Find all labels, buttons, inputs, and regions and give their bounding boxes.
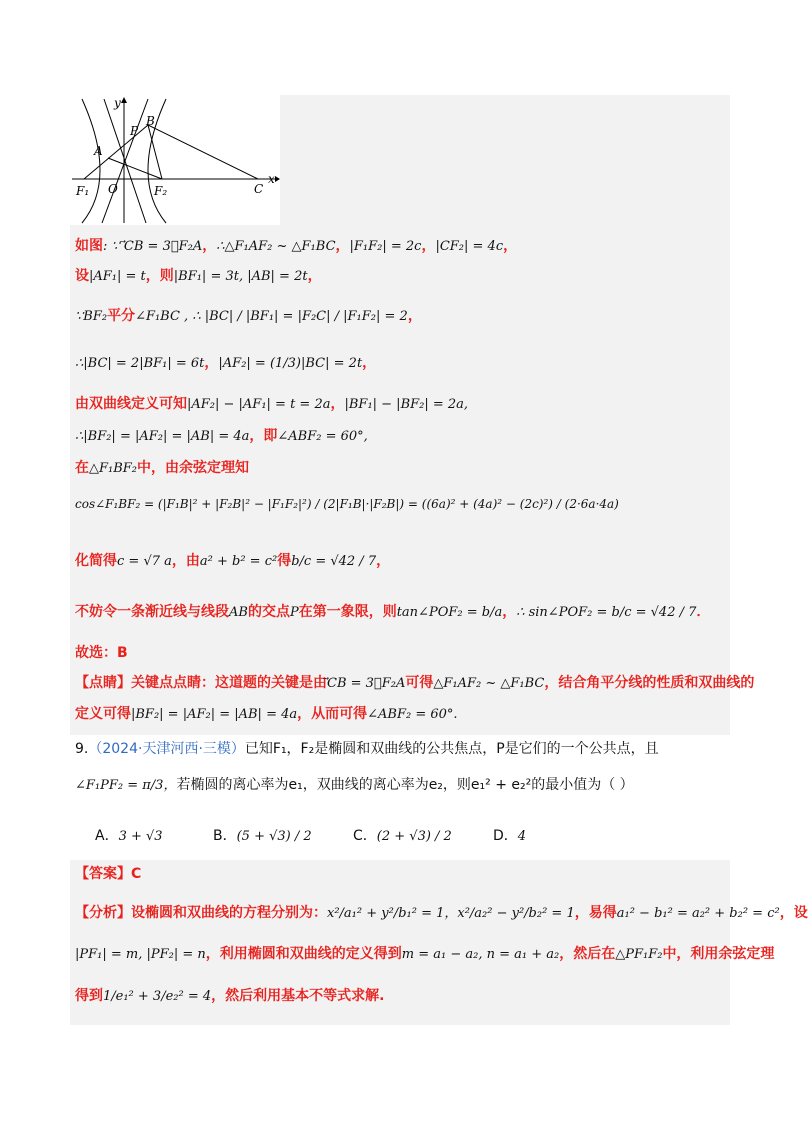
figure-label-y: y [114,96,121,110]
analysis-line-1: 【分析】设椭圆和双曲线的方程分别为：x²/a₁² + y²/b₁² = 1，x²/a₂² − y²/b₂² = 1，易得a₁² − b₁² = a₂² + b₂² = c²，设 [75,905,808,921]
figure-label-b: B [146,114,155,128]
solution-line-9: 化简得c = √7 a，由a² + b² = c²得b/c = √42 / 7， [75,553,391,569]
solution-line-7: 在△F₁BF₂中，由余弦定理知 [75,460,250,476]
solution-line-3: ∵BF₂平分∠F₁BC , ∴ |BC| / |BF₁| = |F₂C| / |F₁F₂| = 2， [75,308,422,324]
figure-label-f1: F₁ [76,184,90,198]
option-a[interactable]: A．3 + √3 [95,828,163,844]
figure-label-c: C [254,182,264,196]
hyperbola-figure [70,95,280,225]
answer-line: 【答案】C [75,866,142,882]
solution-line-1: 如图: ∵ ⃗CB = 3⃗F₂A，∴△F₁AF₂ ~ △F₁BC，|F₁F₂| = 2c，|CF₂| = 4c， [75,238,518,254]
figure-label-x: x [268,172,275,186]
solution-line-10: 不妨令一条渐近线与线段AB的交点P在第一象限，则tan∠POF₂ = b/a，∴ sin∠POF₂ = b/c = √42 / 7． [75,604,711,620]
solution-line-11: 故选：B [75,645,128,661]
figure-label-a: A [94,144,103,158]
solution-line-13: 定义可得|BF₂| = |AF₂| = |AB| = 4a，从而可得∠ABF₂ = 60°. [75,706,458,722]
solution-line-8: cos∠F₁BF₂ = (|F₁B|² + |F₂B|² − |F₁F₂|²) / (2|F₁B|·|F₂B|) = ((6a)² + (4a)² − (2c)²) / (2·6a·4a) [75,497,619,511]
question-source: （2024·天津河西·三模） [88,741,245,757]
figure-label-o: O [108,182,118,196]
solution-line-5: 由双曲线定义可知|AF₂| − |AF₁| = t = 2a，|BF₁| − |BF₂| = 2a, [75,396,469,412]
figure-label-f2: F₂ [154,184,168,198]
question-line-1: 9.（2024·天津河西·三模）已知F₁，F₂是椭圆和双曲线的公共焦点，P是它们的一个公共点，且 [75,741,659,757]
question-line-2: ∠F₁PF₂ = π/3，若椭圆的离心率为e₁，双曲线的离心率为e₂，则e₁² + e₂²的最小值为（ ） [75,777,634,793]
solution-line-2: 设|AF₁| = t，则|BF₁| = 3t, |AB| = 2t， [75,268,322,284]
option-b[interactable]: B．(5 + √3) / 2 [213,828,312,844]
figure-label-p: P [130,124,139,138]
option-c[interactable]: C．(2 + √3) / 2 [353,828,452,844]
solution-line-6: ∴|BF₂| = |AF₂| = |AB| = 4a，即∠ABF₂ = 60°, [75,428,368,444]
solution-line-12: 【点睛】关键点点睛：这道题的关键是由⃗CB = 3⃗F₂A可得△F₁AF₂ ~ △F₁BC，结合角平分线的性质和双曲线的 [75,675,755,691]
analysis-line-3: 得到1/e₁² + 3/e₂² = 4，然后利用基本不等式求解. [75,988,385,1004]
analysis-line-2: |PF₁| = m, |PF₂| = n，利用椭圆和双曲线的定义得到m = a₁ − a₂, n = a₁ + a₂，然后在△PF₁F₂中，利用余弦定理 [75,946,775,962]
option-d[interactable]: D．4 [493,828,527,844]
solution-line-4: ∴|BC| = 2|BF₁| = 6t，|AF₂| = (1/3)|BC| = 2t， [75,355,377,371]
